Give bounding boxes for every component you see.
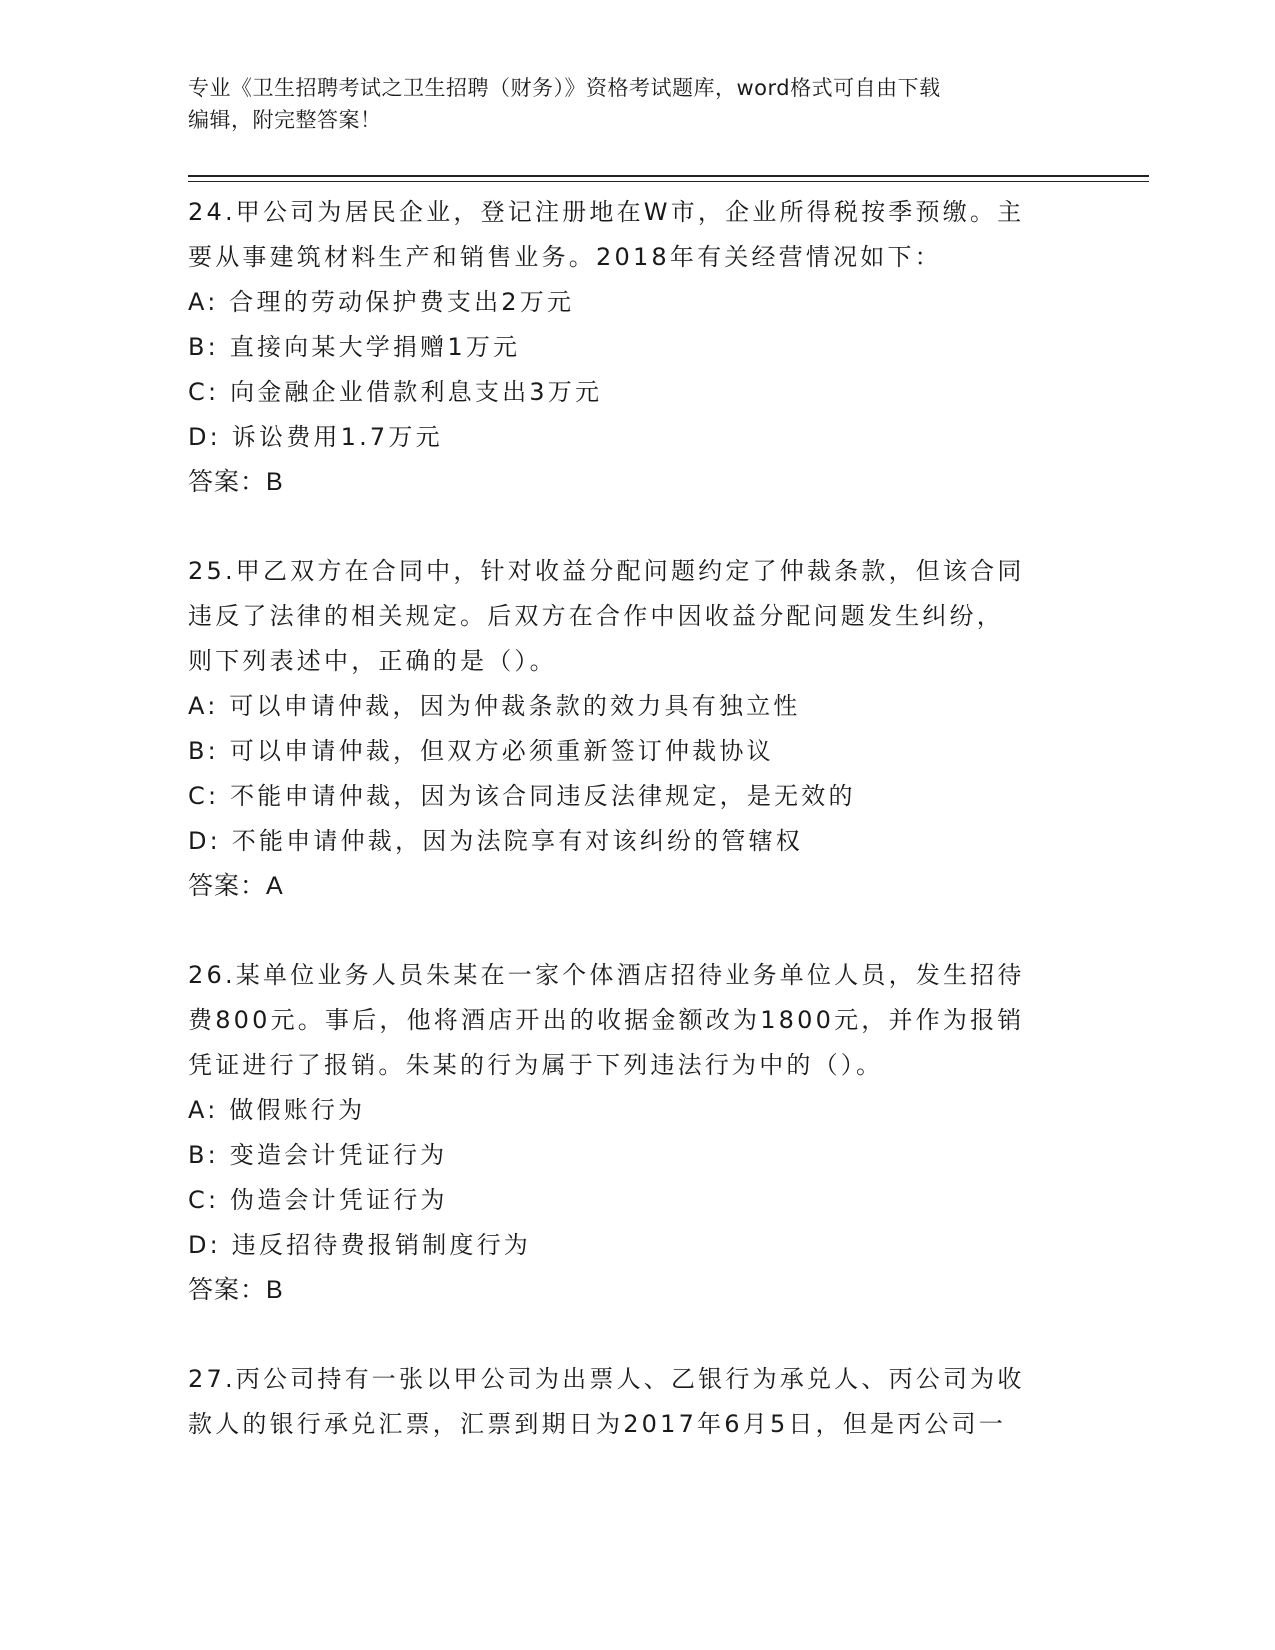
question-text-line: 26.某单位业务人员朱某在一家个体酒店招待业务单位人员，发生招待: [188, 961, 1025, 989]
option-c: C: 伪造会计凭证行为: [188, 1186, 448, 1214]
header-rule-thin: [188, 181, 1149, 182]
option-d: D: 违反招待费报销制度行为: [188, 1231, 531, 1259]
question-text-line: 款人的银行承兑汇票，汇票到期日为2017年6月5日，但是丙公司一: [188, 1410, 1007, 1438]
header-rule-thick: [188, 175, 1149, 177]
question-26: [188, 953, 1088, 1313]
question-text-line: 25.甲乙双方在合同中，针对收益分配问题约定了仲裁条款，但该合同: [188, 557, 1025, 585]
question-text-line: 27.丙公司持有一张以甲公司为出票人、乙银行为承兑人、丙公司为收: [188, 1365, 1025, 1393]
answer: 答案：A: [188, 872, 284, 900]
question-text-line: 则下列表述中，正确的是（）。: [188, 647, 557, 675]
option-b: B: 可以申请仲裁，但双方必须重新签订仲裁协议: [188, 737, 774, 765]
option-a: A: 合理的劳动保护费支出2万元: [188, 288, 575, 316]
option-b: B: 直接向某大学捐赠1万元: [188, 333, 521, 361]
question-list: [188, 190, 1088, 1491]
question-text-line: 凭证进行了报销。朱某的行为属于下列违法行为中的（）。: [188, 1051, 884, 1079]
answer: 答案：B: [188, 468, 284, 496]
question-text-line: 费800元。事后，他将酒店开出的收据金额改为1800元，并作为报销: [188, 1006, 1025, 1034]
option-d: D: 不能申请仲裁，因为法院享有对该纠纷的管辖权: [188, 827, 803, 855]
document-header: [188, 72, 1078, 136]
option-c: C: 向金融企业借款利息支出3万元: [188, 378, 603, 406]
question-24: [188, 190, 1088, 505]
header-line-1: 专业《卫生招聘考试之卫生招聘（财务）》资格考试题库，word格式可自由下载: [188, 76, 941, 100]
option-c: C: 不能申请仲裁，因为该合同违反法律规定，是无效的: [188, 782, 856, 810]
option-a: A: 可以申请仲裁，因为仲裁条款的效力具有独立性: [188, 692, 801, 720]
option-d: D: 诉讼费用1.7万元: [188, 423, 443, 451]
answer: 答案：B: [188, 1276, 284, 1304]
question-25: [188, 549, 1088, 909]
question-27: [188, 1357, 1088, 1447]
option-a: A: 做假账行为: [188, 1096, 366, 1124]
question-text-line: 24.甲公司为居民企业，登记注册地在W市，企业所得税按季预缴。主: [188, 198, 1025, 226]
question-text-line: 要从事建筑材料生产和销售业务。2018年有关经营情况如下：: [188, 243, 942, 271]
header-line-2: 编辑，附完整答案！: [188, 108, 382, 132]
option-b: B: 变造会计凭证行为: [188, 1141, 448, 1169]
question-text-line: 违反了法律的相关规定。后双方在合作中因收益分配问题发生纠纷，: [188, 602, 1004, 630]
